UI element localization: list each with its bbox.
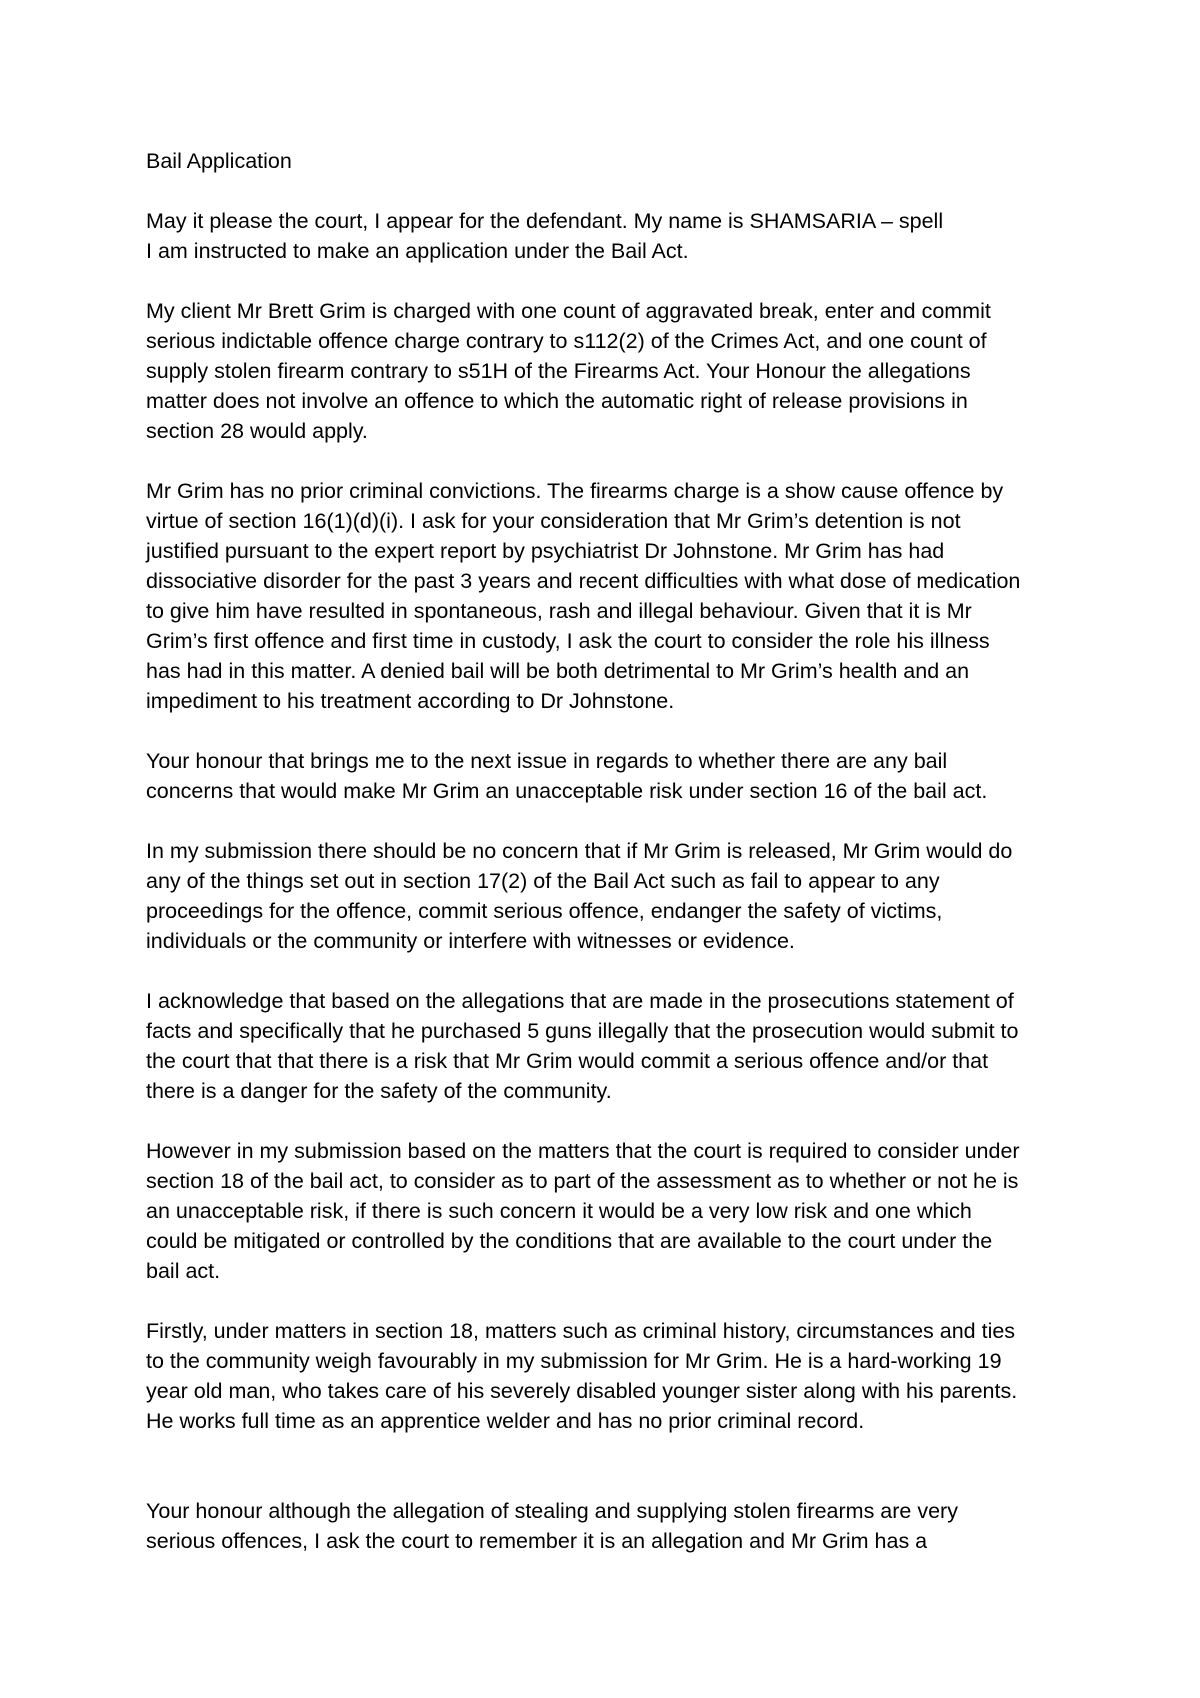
document-title-block	[146, 146, 1066, 176]
paragraph-bail-concerns	[146, 746, 1066, 806]
paragraph-favourable-factors	[146, 1316, 1066, 1436]
paragraph-line: the court that that there is a risk that Mr Grim would commit a serious offence and/or that	[146, 1049, 989, 1073]
paragraph-acknowledgement	[146, 986, 1066, 1106]
paragraph-line: dissociative disorder for the past 3 years and recent difficulties with what dose of medication	[146, 569, 1021, 593]
paragraph-line: year old man, who takes care of his severely disabled younger sister along with his parents.	[146, 1379, 1018, 1403]
paragraph-line: bail act.	[146, 1259, 221, 1283]
paragraph-line: serious offences, I ask the court to remember it is an allegation and Mr Grim has a	[146, 1529, 928, 1553]
paragraph-line: Firstly, under matters in section 18, matters such as criminal history, circumstances and ties	[146, 1319, 1016, 1343]
paragraph-charges	[146, 296, 1066, 446]
paragraph-line: virtue of section 16(1)(d)(i). I ask for your consideration that Mr Grim’s detention is not	[146, 509, 961, 533]
paragraph-line: However in my submission based on the matters that the court is required to consider under	[146, 1139, 1020, 1163]
paragraph-line: serious indictable offence charge contrary to s112(2) of the Crimes Act, and one count of	[146, 329, 987, 353]
paragraph-line: justified pursuant to the expert report by psychiatrist Dr Johnstone. Mr Grim has had	[146, 539, 945, 563]
paragraph-line: Grim’s first offence and first time in custody, I ask the court to consider the role his illness	[146, 629, 990, 653]
paragraph-line: to give him have resulted in spontaneous, rash and illegal behaviour. Given that it is Mr	[146, 599, 972, 623]
paragraph-line: facts and specifically that he purchased 5 guns illegally that the prosecution would submit to	[146, 1019, 1019, 1043]
paragraph-line: supply stolen firearm contrary to s51H of the Firearms Act. Your Honour the allegations	[146, 359, 971, 383]
paragraph-line: Mr Grim has no prior criminal convictions. The firearms charge is a show cause offence by	[146, 479, 1004, 503]
paragraph-line: Your honour that brings me to the next issue in regards to whether there are any bail	[146, 749, 948, 773]
paragraph-line: In my submission there should be no concern that if Mr Grim is released, Mr Grim would do	[146, 839, 1013, 863]
paragraph-section-17	[146, 836, 1066, 956]
paragraph-line: could be mitigated or controlled by the conditions that are available to the court under the	[146, 1229, 993, 1253]
document-body	[146, 146, 1066, 1586]
paragraph-line: concerns that would make Mr Grim an unacceptable risk under section 16 of the bail act.	[146, 779, 988, 803]
paragraph-line: there is a danger for the safety of the community.	[146, 1079, 612, 1103]
paragraph-line: individuals or the community or interfere with witnesses or evidence.	[146, 929, 795, 953]
paragraph-section-18	[146, 1136, 1066, 1286]
paragraph-line: an unacceptable risk, if there is such concern it would be a very low risk and one which	[146, 1199, 972, 1223]
document-title: Bail Application	[146, 149, 292, 173]
paragraph-introduction	[146, 206, 1066, 266]
paragraph-line: any of the things set out in section 17(2) of the Bail Act such as fail to appear to any	[146, 869, 940, 893]
paragraph-line: impediment to his treatment according to Dr Johnstone.	[146, 689, 675, 713]
paragraph-line: proceedings for the offence, commit serious offence, endanger the safety of victims,	[146, 899, 943, 923]
paragraph-line: My client Mr Brett Grim is charged with one count of aggravated break, enter and commit	[146, 299, 991, 323]
paragraph-line: section 28 would apply.	[146, 419, 368, 443]
paragraph-allegation	[146, 1496, 1066, 1556]
paragraph-line: to the community weigh favourably in my submission for Mr Grim. He is a hard-working 19	[146, 1349, 1002, 1373]
paragraph-line: has had in this matter. A denied bail will be both detrimental to Mr Grim’s health and an	[146, 659, 970, 683]
paragraph-line: May it please the court, I appear for the defendant. My name is SHAMSARIA – spell	[146, 209, 944, 233]
paragraph-line: He works full time as an apprentice welder and has no prior criminal record.	[146, 1409, 865, 1433]
paragraph-line: Your honour although the allegation of stealing and supplying stolen firearms are very	[146, 1499, 958, 1523]
paragraph-line: section 18 of the bail act, to consider as to part of the assessment as to whether or not he is	[146, 1169, 1019, 1193]
paragraph-line: I acknowledge that based on the allegations that are made in the prosecutions statement of	[146, 989, 1014, 1013]
paragraph-line: matter does not involve an offence to which the automatic right of release provisions in	[146, 389, 968, 413]
paragraph-line: I am instructed to make an application under the Bail Act.	[146, 239, 689, 263]
paragraph-convictions	[146, 476, 1066, 716]
